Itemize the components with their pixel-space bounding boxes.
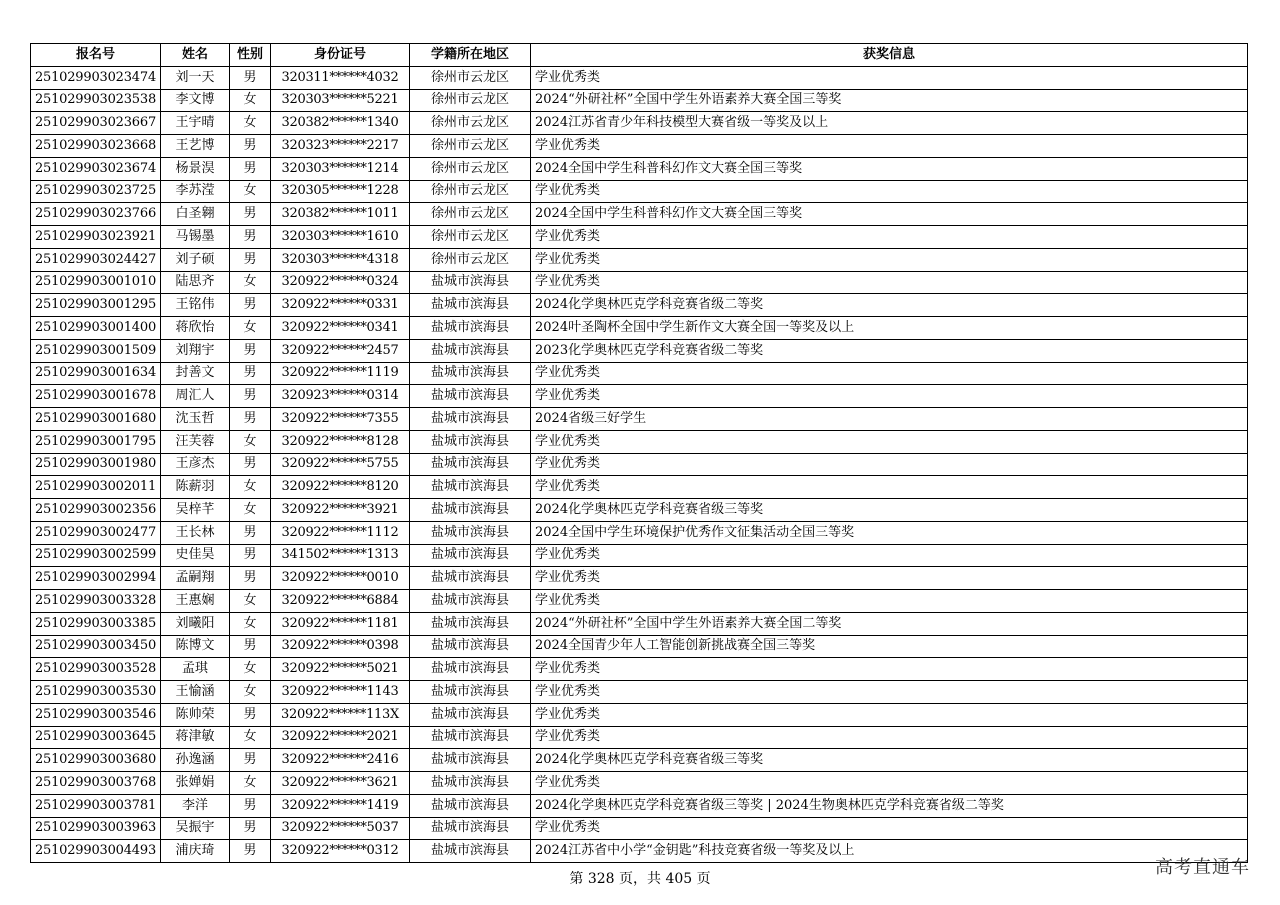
region-cell: 盐城市滨海县 <box>410 658 531 681</box>
registration-no-cell: 251029903023766 <box>31 203 161 226</box>
award-cell: 2024化学奥林匹克学科竞赛省级三等奖 <box>531 499 1248 522</box>
gender-cell: 男 <box>230 157 271 180</box>
award-cell: 学业优秀类 <box>531 180 1248 203</box>
registration-no-cell: 251029903024427 <box>31 248 161 271</box>
gender-cell: 女 <box>230 89 271 112</box>
region-cell: 盐城市滨海县 <box>410 749 531 772</box>
gender-cell: 男 <box>230 567 271 590</box>
table-row <box>31 658 1248 681</box>
gender-cell: 男 <box>230 840 271 863</box>
id-number-cell: 320382******1011 <box>271 203 410 226</box>
registration-no-cell: 251029903001680 <box>31 408 161 431</box>
table-row <box>31 317 1248 340</box>
table-row <box>31 112 1248 135</box>
id-number-cell: 320382******1340 <box>271 112 410 135</box>
page-number: 第 328 页，共 405 页 <box>569 871 711 887</box>
watermark: 高考直通车 <box>1155 857 1250 878</box>
region-cell: 盐城市滨海县 <box>410 317 531 340</box>
region-cell: 徐州市云龙区 <box>410 226 531 249</box>
registration-no-cell: 251029903002599 <box>31 544 161 567</box>
name-cell: 刘翔宇 <box>161 339 230 362</box>
region-cell: 徐州市云龙区 <box>410 203 531 226</box>
header-gender: 性别 <box>230 44 271 67</box>
award-cell: 2024化学奥林匹克学科竞赛省级三等奖 <box>531 749 1248 772</box>
table-row <box>31 453 1248 476</box>
name-cell: 马锡墨 <box>161 226 230 249</box>
region-cell: 盐城市滨海县 <box>410 271 531 294</box>
region-cell: 盐城市滨海县 <box>410 453 531 476</box>
table-row <box>31 749 1248 772</box>
award-cell: 学业优秀类 <box>531 658 1248 681</box>
name-cell: 张婵娟 <box>161 772 230 795</box>
name-cell: 王长林 <box>161 521 230 544</box>
id-number-cell: 320922******0398 <box>271 635 410 658</box>
gender-cell: 女 <box>230 317 271 340</box>
gender-cell: 女 <box>230 271 271 294</box>
id-number-cell: 320922******0341 <box>271 317 410 340</box>
gender-cell: 女 <box>230 430 271 453</box>
gender-cell: 女 <box>230 772 271 795</box>
region-cell: 盐城市滨海县 <box>410 499 531 522</box>
id-number-cell: 320922******0312 <box>271 840 410 863</box>
name-cell: 白圣翱 <box>161 203 230 226</box>
table-row <box>31 385 1248 408</box>
registration-no-cell: 251029903001678 <box>31 385 161 408</box>
header-id-number: 身份证号 <box>271 44 410 67</box>
id-number-cell: 320303******1610 <box>271 226 410 249</box>
region-cell: 盐城市滨海县 <box>410 635 531 658</box>
region-cell: 盐城市滨海县 <box>410 408 531 431</box>
id-number-cell: 320922******6884 <box>271 590 410 613</box>
award-cell: 学业优秀类 <box>531 453 1248 476</box>
gender-cell: 男 <box>230 408 271 431</box>
id-number-cell: 320922******3921 <box>271 499 410 522</box>
id-number-cell: 320922******5755 <box>271 453 410 476</box>
registration-no-cell: 251029903023674 <box>31 157 161 180</box>
id-number-cell: 320922******1419 <box>271 794 410 817</box>
table-row <box>31 66 1248 89</box>
award-cell: 2024“外研社杯”全国中学生外语素养大赛全国二等奖 <box>531 612 1248 635</box>
table-row <box>31 772 1248 795</box>
registration-no-cell: 251029903001010 <box>31 271 161 294</box>
award-cell: 2024江苏省青少年科技模型大赛省级一等奖及以上 <box>531 112 1248 135</box>
gender-cell: 男 <box>230 66 271 89</box>
id-number-cell: 320922******1112 <box>271 521 410 544</box>
name-cell: 刘曦阳 <box>161 612 230 635</box>
award-cell: 学业优秀类 <box>531 567 1248 590</box>
award-cell: 2024全国中学生科普科幻作文大赛全国三等奖 <box>531 203 1248 226</box>
region-cell: 盐城市滨海县 <box>410 362 531 385</box>
registration-no-cell: 251029903023538 <box>31 89 161 112</box>
gender-cell: 女 <box>230 476 271 499</box>
name-cell: 封善文 <box>161 362 230 385</box>
gender-cell: 男 <box>230 453 271 476</box>
id-number-cell: 320922******7355 <box>271 408 410 431</box>
gender-cell: 女 <box>230 180 271 203</box>
award-cell: 学业优秀类 <box>531 430 1248 453</box>
gender-cell: 女 <box>230 612 271 635</box>
name-cell: 蒋津敏 <box>161 726 230 749</box>
gender-cell: 男 <box>230 385 271 408</box>
table-row <box>31 681 1248 704</box>
id-number-cell: 320923******0314 <box>271 385 410 408</box>
registration-no-cell: 251029903003530 <box>31 681 161 704</box>
table-row <box>31 430 1248 453</box>
award-cell: 学业优秀类 <box>531 544 1248 567</box>
name-cell: 周汇人 <box>161 385 230 408</box>
name-cell: 蒋欣怡 <box>161 317 230 340</box>
gender-cell: 女 <box>230 726 271 749</box>
gender-cell: 女 <box>230 590 271 613</box>
registration-no-cell: 251029903001295 <box>31 294 161 317</box>
registration-no-cell: 251029903023921 <box>31 226 161 249</box>
award-cell: 学业优秀类 <box>531 476 1248 499</box>
header-award-info: 获奖信息 <box>531 44 1248 67</box>
registration-no-cell: 251029903001795 <box>31 430 161 453</box>
name-cell: 浦庆琦 <box>161 840 230 863</box>
name-cell: 吴振宇 <box>161 817 230 840</box>
registration-no-cell: 251029903003385 <box>31 612 161 635</box>
award-cell: 学业优秀类 <box>531 271 1248 294</box>
award-cell: 2023化学奥林匹克学科竞赛省级二等奖 <box>531 339 1248 362</box>
id-number-cell: 320922******3621 <box>271 772 410 795</box>
award-cell: 2024化学奥林匹克学科竞赛省级三等奖 | 2024生物奥林匹克学科竞赛省级二等奖 <box>531 794 1248 817</box>
table-row <box>31 408 1248 431</box>
table-body <box>31 66 1248 862</box>
id-number-cell: 320922******2457 <box>271 339 410 362</box>
gender-cell: 女 <box>230 681 271 704</box>
gender-cell: 男 <box>230 203 271 226</box>
name-cell: 陆思齐 <box>161 271 230 294</box>
table-row <box>31 476 1248 499</box>
gender-cell: 男 <box>230 294 271 317</box>
gender-cell: 男 <box>230 817 271 840</box>
gender-cell: 男 <box>230 339 271 362</box>
region-cell: 盐城市滨海县 <box>410 567 531 590</box>
table-row <box>31 840 1248 863</box>
name-cell: 史佳昊 <box>161 544 230 567</box>
name-cell: 刘一天 <box>161 66 230 89</box>
award-cell: 学业优秀类 <box>531 135 1248 158</box>
award-cell: 学业优秀类 <box>531 226 1248 249</box>
award-cell: 学业优秀类 <box>531 248 1248 271</box>
region-cell: 盐城市滨海县 <box>410 590 531 613</box>
region-cell: 徐州市云龙区 <box>410 248 531 271</box>
id-number-cell: 320922******0010 <box>271 567 410 590</box>
registration-no-cell: 251029903003680 <box>31 749 161 772</box>
id-number-cell: 320922******8128 <box>271 430 410 453</box>
award-cell: 学业优秀类 <box>531 590 1248 613</box>
award-cell: 学业优秀类 <box>531 362 1248 385</box>
gender-cell: 男 <box>230 521 271 544</box>
registration-no-cell: 251029903001400 <box>31 317 161 340</box>
name-cell: 陈帅荣 <box>161 703 230 726</box>
name-cell: 李文博 <box>161 89 230 112</box>
region-cell: 盐城市滨海县 <box>410 726 531 749</box>
table-row <box>31 362 1248 385</box>
region-cell: 盐城市滨海县 <box>410 681 531 704</box>
registration-no-cell: 251029903002477 <box>31 521 161 544</box>
id-number-cell: 320303******4318 <box>271 248 410 271</box>
id-number-cell: 320922******0324 <box>271 271 410 294</box>
registration-no-cell: 251029903023725 <box>31 180 161 203</box>
award-cell: 学业优秀类 <box>531 726 1248 749</box>
id-number-cell: 320305******1228 <box>271 180 410 203</box>
table-row <box>31 339 1248 362</box>
gender-cell: 男 <box>230 794 271 817</box>
region-cell: 徐州市云龙区 <box>410 135 531 158</box>
header-region: 学籍所在地区 <box>410 44 531 67</box>
table-row <box>31 157 1248 180</box>
name-cell: 吴梓芊 <box>161 499 230 522</box>
award-cell: 2024全国中学生环境保护优秀作文征集活动全国三等奖 <box>531 521 1248 544</box>
award-cell: 学业优秀类 <box>531 681 1248 704</box>
name-cell: 王惠娴 <box>161 590 230 613</box>
region-cell: 盐城市滨海县 <box>410 794 531 817</box>
header-name: 姓名 <box>161 44 230 67</box>
region-cell: 盐城市滨海县 <box>410 703 531 726</box>
table-row <box>31 703 1248 726</box>
name-cell: 陈博文 <box>161 635 230 658</box>
header-registration-no: 报名号 <box>31 44 161 67</box>
table-row <box>31 612 1248 635</box>
id-number-cell: 320922******113X <box>271 703 410 726</box>
registration-no-cell: 251029903003450 <box>31 635 161 658</box>
registration-no-cell: 251029903003528 <box>31 658 161 681</box>
name-cell: 王彦杰 <box>161 453 230 476</box>
table-row <box>31 180 1248 203</box>
gender-cell: 男 <box>230 749 271 772</box>
name-cell: 李苏滢 <box>161 180 230 203</box>
registration-no-cell: 251029903001980 <box>31 453 161 476</box>
id-number-cell: 320303******5221 <box>271 89 410 112</box>
name-cell: 汪芙蓉 <box>161 430 230 453</box>
registration-no-cell: 251029903003328 <box>31 590 161 613</box>
registration-no-cell: 251029903003645 <box>31 726 161 749</box>
region-cell: 盐城市滨海县 <box>410 840 531 863</box>
id-number-cell: 320323******2217 <box>271 135 410 158</box>
registration-no-cell: 251029903002011 <box>31 476 161 499</box>
gender-cell: 男 <box>230 544 271 567</box>
registration-no-cell: 251029903023474 <box>31 66 161 89</box>
region-cell: 徐州市云龙区 <box>410 180 531 203</box>
table-row <box>31 794 1248 817</box>
region-cell: 盐城市滨海县 <box>410 772 531 795</box>
registration-no-cell: 251029903023667 <box>31 112 161 135</box>
table-row <box>31 590 1248 613</box>
award-cell: 学业优秀类 <box>531 817 1248 840</box>
id-number-cell: 320922******0331 <box>271 294 410 317</box>
registration-no-cell: 251029903003963 <box>31 817 161 840</box>
name-cell: 王艺博 <box>161 135 230 158</box>
table-row <box>31 521 1248 544</box>
region-cell: 盐城市滨海县 <box>410 544 531 567</box>
table-row <box>31 726 1248 749</box>
id-number-cell: 320922******2021 <box>271 726 410 749</box>
table-row <box>31 294 1248 317</box>
region-cell: 盐城市滨海县 <box>410 339 531 362</box>
region-cell: 盐城市滨海县 <box>410 294 531 317</box>
table-row <box>31 135 1248 158</box>
region-cell: 徐州市云龙区 <box>410 66 531 89</box>
name-cell: 陈薪羽 <box>161 476 230 499</box>
registration-no-cell: 251029903023668 <box>31 135 161 158</box>
table-row <box>31 203 1248 226</box>
registration-no-cell: 251029903003781 <box>31 794 161 817</box>
region-cell: 徐州市云龙区 <box>410 89 531 112</box>
registration-no-cell: 251029903003768 <box>31 772 161 795</box>
gender-cell: 女 <box>230 499 271 522</box>
name-cell: 孟琪 <box>161 658 230 681</box>
registration-no-cell: 251029903003546 <box>31 703 161 726</box>
gender-cell: 女 <box>230 658 271 681</box>
name-cell: 王愉涵 <box>161 681 230 704</box>
gender-cell: 男 <box>230 226 271 249</box>
award-cell: 2024化学奥林匹克学科竞赛省级二等奖 <box>531 294 1248 317</box>
award-cell: 2024叶圣陶杯全国中学生新作文大赛全国一等奖及以上 <box>531 317 1248 340</box>
awards-table <box>30 43 1248 863</box>
name-cell: 孟嗣翔 <box>161 567 230 590</box>
table-row <box>31 567 1248 590</box>
table-row <box>31 635 1248 658</box>
name-cell: 王宇晴 <box>161 112 230 135</box>
id-number-cell: 320311******4032 <box>271 66 410 89</box>
id-number-cell: 320303******1214 <box>271 157 410 180</box>
gender-cell: 男 <box>230 248 271 271</box>
gender-cell: 女 <box>230 112 271 135</box>
id-number-cell: 320922******2416 <box>271 749 410 772</box>
region-cell: 徐州市云龙区 <box>410 157 531 180</box>
id-number-cell: 320922******5037 <box>271 817 410 840</box>
region-cell: 盐城市滨海县 <box>410 430 531 453</box>
name-cell: 杨景淏 <box>161 157 230 180</box>
table-row <box>31 248 1248 271</box>
name-cell: 孙逸涵 <box>161 749 230 772</box>
table-header-row <box>31 44 1248 67</box>
award-cell: 2024江苏省中小学“金钥匙”科技竞赛省级一等奖及以上 <box>531 840 1248 863</box>
table-row <box>31 226 1248 249</box>
region-cell: 盐城市滨海县 <box>410 817 531 840</box>
id-number-cell: 320922******1181 <box>271 612 410 635</box>
table-row <box>31 271 1248 294</box>
registration-no-cell: 251029903001509 <box>31 339 161 362</box>
award-cell: 学业优秀类 <box>531 772 1248 795</box>
gender-cell: 男 <box>230 362 271 385</box>
gender-cell: 男 <box>230 135 271 158</box>
name-cell: 刘子硕 <box>161 248 230 271</box>
registration-no-cell: 251029903004493 <box>31 840 161 863</box>
award-cell: 2024“外研社杯”全国中学生外语素养大赛全国三等奖 <box>531 89 1248 112</box>
gender-cell: 男 <box>230 703 271 726</box>
award-cell: 学业优秀类 <box>531 385 1248 408</box>
table-row <box>31 89 1248 112</box>
id-number-cell: 320922******1119 <box>271 362 410 385</box>
region-cell: 徐州市云龙区 <box>410 112 531 135</box>
gender-cell: 男 <box>230 635 271 658</box>
table-row <box>31 499 1248 522</box>
award-cell: 2024全国青少年人工智能创新挑战赛全国三等奖 <box>531 635 1248 658</box>
region-cell: 盐城市滨海县 <box>410 612 531 635</box>
registration-no-cell: 251029903001634 <box>31 362 161 385</box>
award-cell: 2024省级三好学生 <box>531 408 1248 431</box>
award-cell: 学业优秀类 <box>531 703 1248 726</box>
award-cell: 2024全国中学生科普科幻作文大赛全国三等奖 <box>531 157 1248 180</box>
name-cell: 沈玉哲 <box>161 408 230 431</box>
table-row <box>31 544 1248 567</box>
region-cell: 盐城市滨海县 <box>410 521 531 544</box>
id-number-cell: 320922******5021 <box>271 658 410 681</box>
region-cell: 盐城市滨海县 <box>410 476 531 499</box>
table-row <box>31 817 1248 840</box>
id-number-cell: 341502******1313 <box>271 544 410 567</box>
id-number-cell: 320922******8120 <box>271 476 410 499</box>
id-number-cell: 320922******1143 <box>271 681 410 704</box>
registration-no-cell: 251029903002994 <box>31 567 161 590</box>
name-cell: 王铭伟 <box>161 294 230 317</box>
registration-no-cell: 251029903002356 <box>31 499 161 522</box>
award-cell: 学业优秀类 <box>531 66 1248 89</box>
name-cell: 李洋 <box>161 794 230 817</box>
region-cell: 盐城市滨海县 <box>410 385 531 408</box>
